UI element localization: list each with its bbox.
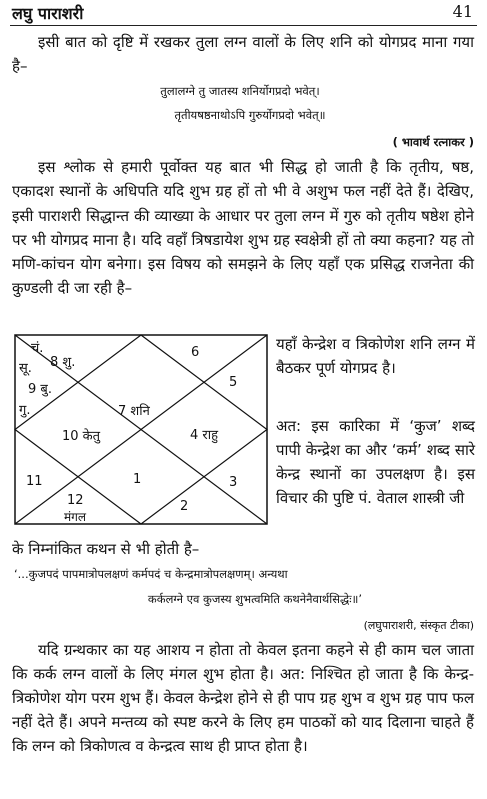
house-8: 12	[67, 493, 84, 508]
quote-line-1: ‘...कुजपदं पापमात्रोपलक्षणं कर्मपदं च केन्द्रमात्रोपलक्षणम्। अन्यथा	[14, 567, 288, 581]
planet-guru: गु.	[19, 403, 31, 418]
paragraph-3-continued: के निम्नांकित कथन से भी होती है–	[12, 540, 200, 558]
house-10: 3	[229, 475, 238, 490]
house-5: 10 केतु	[62, 429, 101, 444]
quote-source: (लघुपाराशरी, संस्कृत टीका)	[363, 619, 474, 632]
paragraph-1: इसी बात को दृष्टि में रखकर तुला लग्न वालों के लिए शनि को योगप्रद माना गया है–	[12, 33, 474, 75]
quote-line-2: कर्कलग्ने एव कुजस्य शुभत्वमिति कथनेनैवार्थसिद्धेः॥’	[147, 592, 363, 606]
house-4: 9 बु.	[28, 382, 52, 397]
house-11: 4 राहु	[190, 428, 218, 443]
running-header	[12, 2, 473, 26]
house-8-planet: मंगल	[64, 510, 87, 524]
header-rule	[10, 25, 477, 26]
verse-line-2: तृतीयषष्ठनाथोऽपि गुरुर्योगप्रदो भवेत्॥	[174, 108, 326, 122]
birth-chart	[14, 334, 268, 525]
paragraph-4: यदि ग्रन्थकार का यह आशय न होता तो केवल इतना कहने से ही काम चल जाता कि कर्क लग्न वालों के लिए मंगल शुभ होता है। अत: निश्चित हो जाता है कि केन्द्र-त्रिकोणेश योग परम शुभ हैं। केवल केन्द्रेश होने से ही पाप ग्रह शुभ व शुभ ग्रह पाप फल नहीं देते हैं। अपने मन्तव्य को स्पष्ट करने के लिए हम पाठकों को याद दिलाना चाहते हैं कि लग्न को त्रिकोणत्व व केन्द्रत्व साथ ही प्राप्त होता है।	[12, 641, 474, 755]
running-title: लघु पाराशरी	[12, 4, 84, 23]
planet-surya: सू.	[19, 361, 32, 376]
paragraph-3: अत: इस कारिका में ‘कुज’ शब्द पापी केन्द्रेश का और ‘कर्म’ शब्द सारे केन्द्र स्थानों का उपलक्षण है। इस विचार की पुष्टि पं. वेताल शास्त्री जी	[276, 417, 475, 507]
house-9: 2	[180, 499, 189, 514]
house-1: 7 शनि	[118, 404, 150, 419]
verse-line-1: तुलालग्ने तु जातस्य शनिर्योगप्रदो भवेत्।	[160, 84, 320, 98]
house-7: 1	[133, 472, 142, 487]
chart-note: यहाँ केन्द्रेश व त्रिकोणेश शनि लग्न में बैठकर पूर्ण योगप्रद है।	[276, 335, 475, 377]
planet-chandra: चं.	[31, 341, 44, 356]
paragraph-2: इस श्लोक से हमारी पूर्वोक्त यह बात भी सिद्ध हो जाती है कि तृतीय, षष्ठ, एकादश स्थानों के अधिपति यदि शुभ ग्रह हों तो भी वे अशुभ फल नहीं देते हैं। देखिए, इसी पाराशरी सिद्धान्त की व्याख्या के आधार पर तुला लग्न में गुरु को तृतीय षष्ठेश होने पर भी योगप्रद माना है। यदि वहाँ त्रिषडायेश शुभ ग्रह स्वक्षेत्री हों तो क्या कहना? यह तो मणि-कांचन योग बनेगा। इस विषय को समझने के लिए यहाँ एक प्रसिद्ध राजनेता की कुण्डली दी जा रही है–	[12, 158, 474, 298]
page-number: 41	[452, 2, 473, 21]
house-2: 6	[191, 345, 200, 360]
verse-source: ( भावार्थ रत्नाकर )	[392, 135, 474, 149]
house-6: 11	[26, 474, 43, 489]
house-3: 8 शु.	[50, 355, 76, 370]
house-12: 5	[229, 375, 238, 390]
